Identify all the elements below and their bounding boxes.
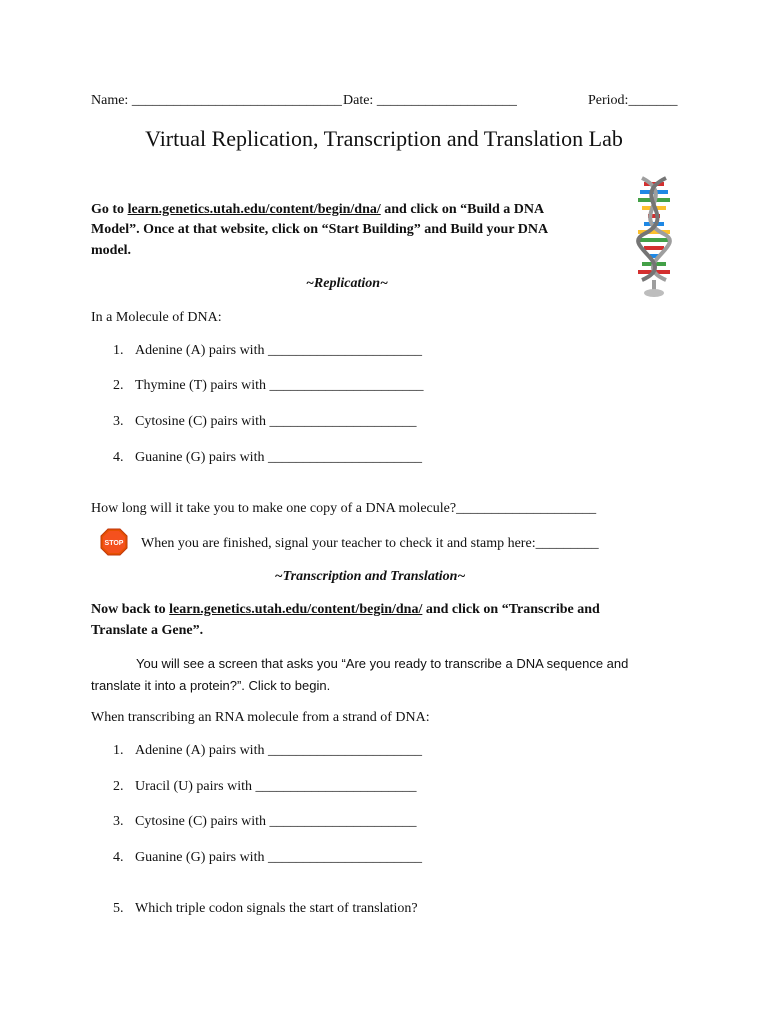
transcription-text: Now back to bbox=[91, 602, 170, 617]
list-text: Guanine (G) pairs with ______________________ bbox=[135, 450, 422, 465]
list-item bbox=[113, 450, 513, 470]
intro-text: Go to bbox=[91, 202, 128, 217]
replication-lead: In a Molecule of DNA: bbox=[91, 310, 222, 325]
transcription-text: and click on “Transcribe and bbox=[422, 602, 600, 617]
list-number: 3. bbox=[113, 414, 124, 429]
list-number: 3. bbox=[113, 814, 124, 829]
replication-heading: ~Replication~ bbox=[305, 276, 389, 291]
list-text: Cytosine (C) pairs with _____________________ bbox=[135, 414, 417, 429]
stop-sign-icon bbox=[100, 528, 128, 556]
list-number: 2. bbox=[113, 779, 124, 794]
stop-sign-label: STOP bbox=[104, 540, 124, 547]
name-field-label: Name: ______________________________ bbox=[91, 93, 342, 108]
intro-text: and click on “Build a DNA bbox=[380, 202, 545, 217]
list-number: 1. bbox=[113, 743, 124, 758]
intro-line-2: Model”. Once at that website, click on “Start Building” and Build your DNA bbox=[91, 222, 549, 237]
list-text: Guanine (G) pairs with ______________________ bbox=[135, 850, 422, 865]
stamp-instruction: When you are finished, signal your teacher to check it and stamp here:_________ bbox=[141, 536, 599, 551]
page-title: Virtual Replication, Transcription and Translation Lab bbox=[145, 126, 623, 151]
intro-line-3: model. bbox=[91, 243, 132, 258]
list-text: Thymine (T) pairs with ______________________ bbox=[135, 378, 424, 393]
list-item bbox=[113, 779, 513, 799]
dna-site-link-2[interactable]: learn.genetics.utah.edu/content/begin/dna/ bbox=[169, 602, 423, 617]
list-number: 5. bbox=[113, 901, 124, 916]
list-number: 1. bbox=[113, 343, 124, 358]
transcription-line-1 bbox=[91, 602, 600, 618]
date-field-label: Date: ____________________ bbox=[343, 93, 517, 108]
transcription-lead: When transcribing an RNA molecule from a strand of DNA: bbox=[91, 710, 430, 725]
list-item bbox=[113, 901, 513, 921]
list-text: Uracil (U) pairs with _______________________ bbox=[135, 779, 417, 794]
list-item bbox=[113, 850, 513, 870]
list-item bbox=[113, 414, 513, 434]
list-number: 2. bbox=[113, 378, 124, 393]
list-text: Which triple codon signals the start of translation? bbox=[135, 901, 418, 916]
list-number: 4. bbox=[113, 450, 124, 465]
transcription-line-2: Translate a Gene”. bbox=[91, 623, 204, 638]
list-text: Cytosine (C) pairs with _____________________ bbox=[135, 814, 417, 829]
list-item bbox=[113, 343, 513, 363]
list-item bbox=[113, 378, 513, 398]
list-text: Adenine (A) pairs with ______________________ bbox=[135, 343, 422, 358]
instruction-paragraph-line-2: translate it into a protein?”. Click to begin. bbox=[91, 678, 331, 693]
list-item bbox=[113, 743, 513, 763]
copy-time-question: How long will it take you to make one copy of a DNA molecule?____________________ bbox=[91, 501, 597, 516]
list-number: 4. bbox=[113, 850, 124, 865]
dna-site-link[interactable]: learn.genetics.utah.edu/content/begin/dna/ bbox=[127, 202, 381, 217]
period-field-label: Period:_______ bbox=[588, 93, 678, 108]
list-text: Adenine (A) pairs with ______________________ bbox=[135, 743, 422, 758]
list-item bbox=[113, 814, 513, 834]
instruction-paragraph-line-1: You will see a screen that asks you “Are you ready to transcribe a DNA sequence and bbox=[136, 656, 629, 671]
intro-line-1 bbox=[91, 202, 544, 218]
transcription-heading: ~Transcription and Translation~ bbox=[274, 569, 466, 584]
